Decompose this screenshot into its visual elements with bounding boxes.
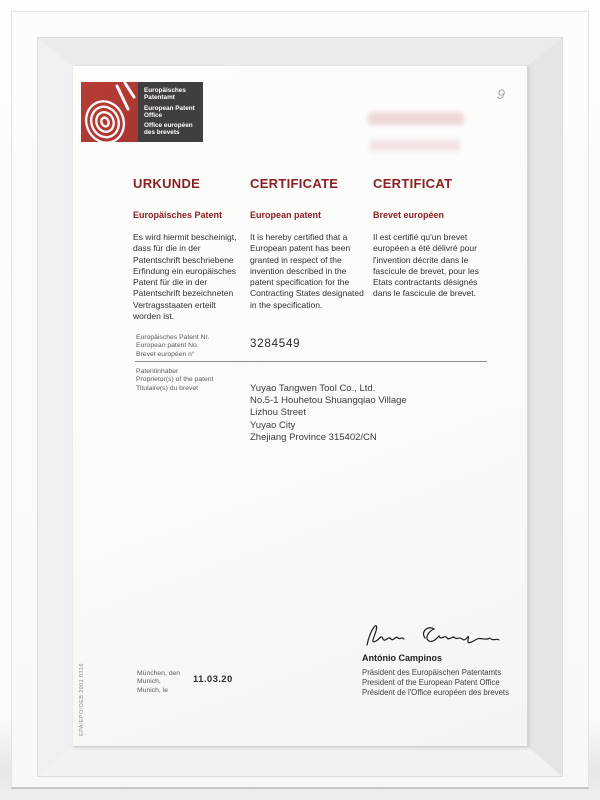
column-french-title: CERTIFICAT: [373, 176, 453, 191]
column-german-subtitle: Europäisches Patent: [133, 210, 223, 220]
signatory-title-fr: Président de l'Office européen des brevets: [362, 688, 509, 698]
proprietor-labels: [136, 368, 213, 393]
form-code: EPA/EPO/OEB 2001 0316: [79, 663, 85, 736]
proprietor-street2: Lizhou Street: [250, 407, 306, 419]
epo-name-en: European Patent Office: [144, 104, 195, 119]
signatory-titles: [362, 668, 512, 699]
certificate-document: [73, 66, 528, 747]
proprietor-city: Yuyao City: [250, 419, 296, 431]
date-label-en: Munich,: [137, 678, 161, 686]
epo-logo: [81, 82, 203, 142]
proprietor-street: No.5-1 Houhetou Shuangqiao Village: [250, 395, 407, 407]
column-french-subtitle: Brevet européen: [373, 210, 445, 220]
column-english-body: It is hereby certified that a European patent has been granted in respect of the invention described in the patent specification for the Contracting States designated in the specification.: [250, 232, 364, 310]
patent-number-labels: [136, 334, 209, 359]
date-labels: [137, 670, 180, 695]
signatory-title-en: President of the European Patent Office: [362, 678, 500, 688]
patent-number-label-fr: Brevet européen n°: [136, 350, 195, 358]
epo-name-block: [138, 82, 203, 142]
proprietor-label-en: Proprietor(s) of the patent: [136, 376, 214, 384]
proprietor-name: Yuyao Tangwen Tool Co., Ltd.: [250, 383, 376, 394]
date-label-fr: Munich, le: [137, 686, 168, 694]
certificate-columns: [133, 176, 489, 322]
patent-number-label-en: European patent No.: [136, 342, 199, 350]
divider-line: [135, 361, 487, 362]
signatory-name: António Campinos: [362, 653, 442, 663]
signature-script: [362, 618, 504, 652]
epo-name-de: Europäisches Patentamt: [144, 87, 186, 102]
proprietor-label-fr: Titulaire(s) du brevet: [136, 384, 199, 392]
column-french: [373, 176, 487, 322]
column-german-title: URKUNDE: [133, 176, 201, 191]
column-english-title: CERTIFICATE: [250, 176, 339, 191]
epo-fingerprint-icon: [81, 82, 138, 142]
date-value: 11.03.20: [193, 674, 233, 685]
column-german-body: Es wird hiermit bescheinigt, dass für die in der Patentschrift beschriebene Erfindung ein europäisches Patent für die in der Patentschrift bezeichneten Vertragsstaaten erteilt worden ist.: [133, 232, 237, 322]
column-french-body: Il est certifié qu'un brevet européen a été délivré pour l'invention décrite dans le fascicule de brevet, pour les Etats contractants désignés dans le fascicule de brevet.: [373, 232, 479, 299]
signatory-title-de: Präsident des Europäischen Patentamts: [362, 668, 502, 677]
proprietor-label-de: Patentinhaber: [136, 368, 179, 375]
patent-number-value: 3284549: [250, 338, 301, 350]
column-english: [250, 176, 366, 322]
patent-number-label-de: Europäisches Patent Nr.: [136, 334, 210, 341]
signature-block: [362, 618, 512, 699]
date-label-de: München, den: [137, 670, 181, 677]
pencil-mark: 9: [495, 85, 506, 103]
proprietor-province: Zhejiang Province 315402/CN: [250, 431, 377, 443]
ink-show-through-top: [368, 112, 464, 125]
epo-name-fr: Office européen des brevets: [144, 122, 193, 137]
column-english-subtitle: European patent: [250, 210, 322, 220]
ink-show-through-bottom: [370, 140, 460, 151]
column-german: [133, 176, 243, 322]
proprietor-address: [250, 383, 407, 444]
